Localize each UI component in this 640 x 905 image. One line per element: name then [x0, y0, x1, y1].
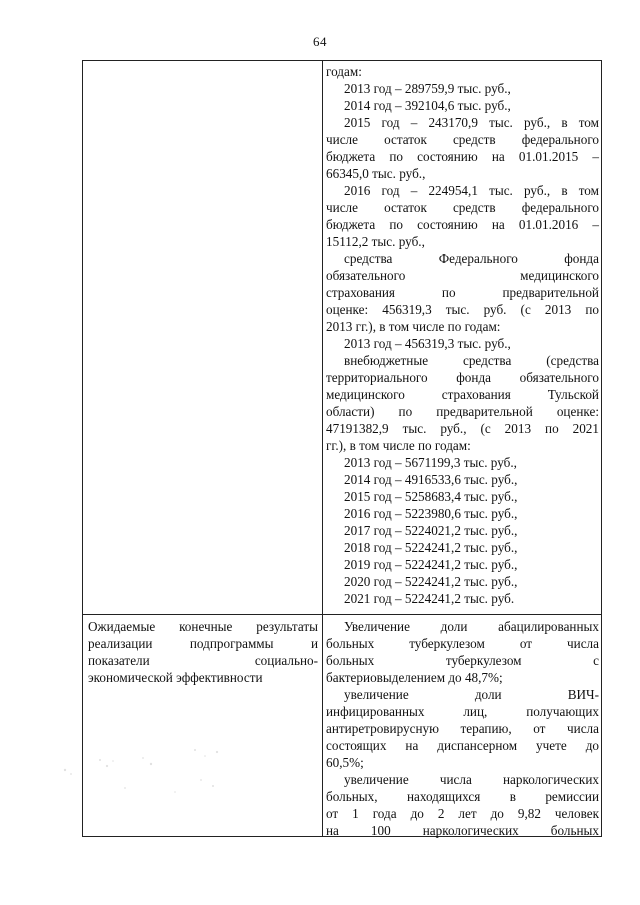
- text-line: области) по предварительной оценке:: [326, 404, 599, 419]
- text-line: страхования по предварительной: [326, 285, 599, 300]
- text-line: 2014 год – 392104,6 тыс. руб.,: [344, 98, 511, 113]
- text-line: реализации подпрограммы и: [88, 636, 318, 651]
- results-heading-cell: [88, 618, 318, 686]
- text-line: территориального фонда обязательного: [326, 370, 599, 385]
- text-line: внебюджетные средства (средства: [344, 353, 599, 368]
- text-line: 2020 год – 5224241,2 тыс. руб.,: [344, 574, 518, 589]
- text-line: числе остаток средств федерального: [326, 132, 599, 147]
- text-line: 2016 год – 5223980,6 тыс. руб.,: [344, 506, 518, 521]
- text-line: гг.), в том числе по годам:: [326, 438, 471, 453]
- text-line: увеличение доли ВИЧ-: [344, 687, 599, 702]
- text-line: инфицированных лиц, получающих: [326, 704, 599, 719]
- table-row-divider: [83, 614, 601, 615]
- text-line: 2018 год – 5224241,2 тыс. руб.,: [344, 540, 518, 555]
- text-line: бюджета по состоянию на 01.01.2015 –: [326, 149, 599, 164]
- text-line: 2015 год – 5258683,4 тыс. руб.,: [344, 489, 518, 504]
- text-line: 2016 год – 224954,1 тыс. руб., в том: [344, 183, 599, 198]
- text-line: 2015 год – 243170,9 тыс. руб., в том: [344, 115, 599, 130]
- financing-cell: [326, 63, 599, 607]
- text-line: увеличение числа наркологических: [344, 772, 599, 787]
- text-line: 2021 год – 5224241,2 тыс. руб.: [344, 591, 515, 606]
- text-line: Ожидаемые конечные результаты: [88, 619, 318, 634]
- text-line: бюджета по состоянию на 01.01.2016 –: [326, 217, 599, 232]
- text-line: бактериовыделением до 48,7%;: [326, 670, 503, 685]
- text-line: 2014 год – 4916533,6 тыс. руб.,: [344, 472, 518, 487]
- text-line: от 1 года до 2 лет до 9,82 человек: [326, 806, 599, 821]
- text-line: 2013 год – 456319,3 тыс. руб.,: [344, 336, 511, 351]
- text-line: оценке: 456319,3 тыс. руб. (с 2013 по: [326, 302, 599, 317]
- text-line: 66345,0 тыс. руб.,: [326, 166, 426, 181]
- text-line: экономической эффективности: [88, 670, 263, 685]
- text-line: состоящих на диспансерном учете до: [326, 738, 599, 753]
- page-number: 64: [313, 34, 327, 49]
- text-line: 2013 год – 289759,9 тыс. руб.,: [344, 81, 511, 96]
- text-line: 47191382,9 тыс. руб., (с 2013 по 2021: [326, 421, 599, 436]
- text-line: антиретровирусную терапию, от числа: [326, 721, 599, 736]
- table-column-divider: [322, 61, 323, 836]
- text-line: на 100 наркологических больных: [326, 823, 599, 838]
- text-line: показатели социально-: [88, 653, 318, 668]
- document-table: [82, 60, 602, 837]
- text-line: больных туберкулезом от числа: [326, 636, 599, 651]
- text-line: Увеличение доли абацилированных: [344, 619, 599, 634]
- text-line: 2013 год – 5671199,3 тыс. руб.,: [344, 455, 517, 470]
- text-line: 2019 год – 5224241,2 тыс. руб.,: [344, 557, 518, 572]
- text-line: медицинского страхования Тульской: [326, 387, 599, 402]
- text-line: больных, находящихся в ремиссии: [326, 789, 599, 804]
- text-line: 2013 гг.), в том числе по годам:: [326, 319, 501, 334]
- text-line: обязательного медицинского: [326, 268, 599, 283]
- text-line: средства Федерального фонда: [344, 251, 599, 266]
- text-line: 2017 год – 5224021,2 тыс. руб.,: [344, 523, 518, 538]
- text-line: 60,5%;: [326, 755, 364, 770]
- text-line: больных туберкулезом с: [326, 653, 599, 668]
- text-line: годам:: [326, 64, 362, 79]
- text-line: 15112,2 тыс. руб.,: [326, 234, 425, 249]
- expected-results-cell: [326, 618, 599, 839]
- text-line: числе остаток средств федерального: [326, 200, 599, 215]
